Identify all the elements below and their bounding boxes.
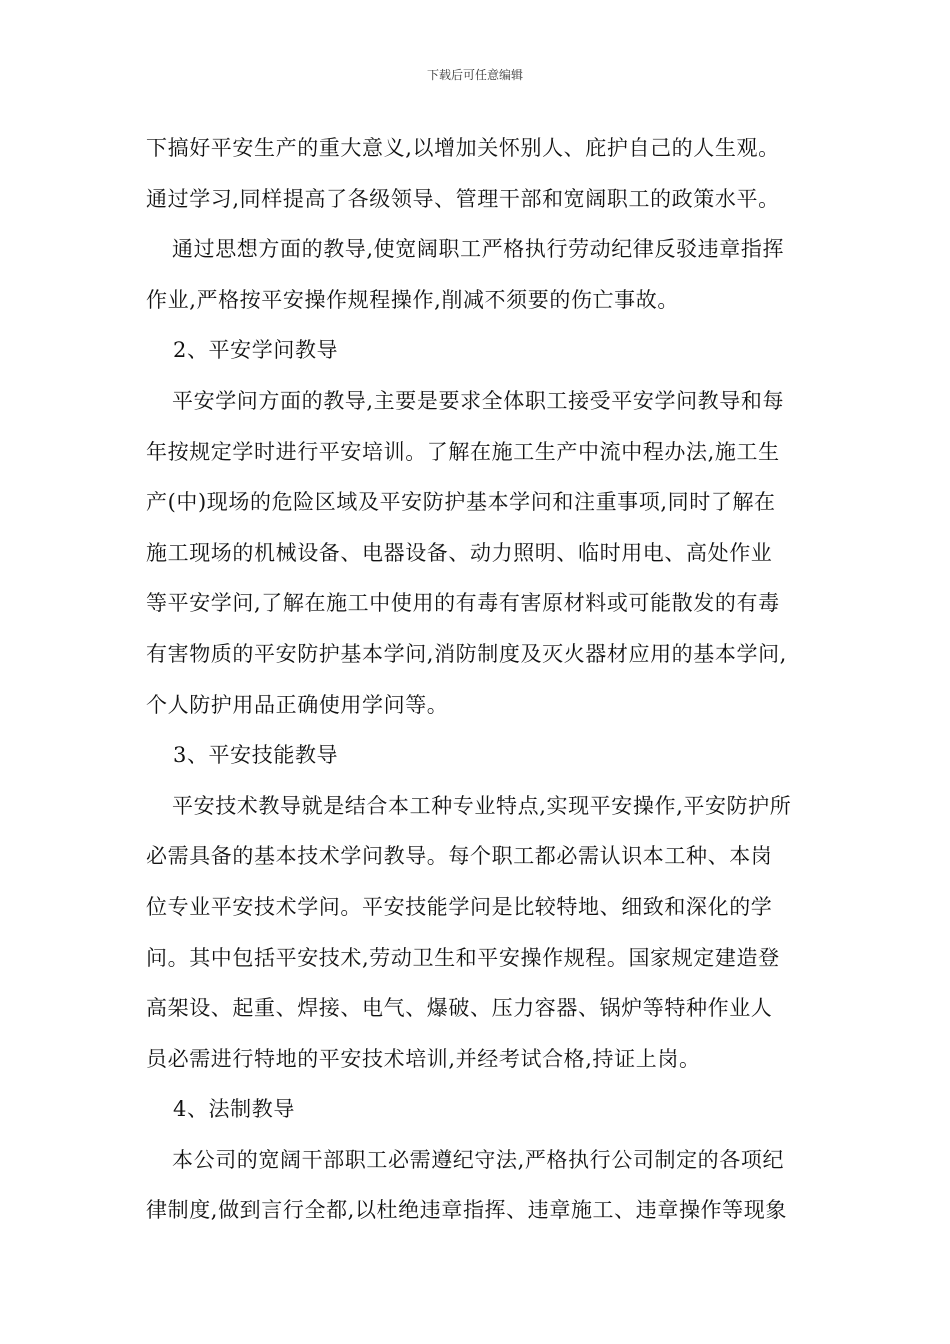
paragraph-line: 平安学问方面的教导,主要是要求全体职工接受平安学问教导和每 <box>172 388 785 413</box>
paragraph-line: 等平安学问,了解在施工中使用的有毒有害原材料或可能散发的有毒 <box>146 591 780 616</box>
paragraph-line: 作业,严格按平安操作规程操作,削减不须要的伤亡事故。 <box>146 287 679 312</box>
paragraph-line: 本公司的宽阔干部职工必需遵纪守法,严格执行公司制定的各项纪 <box>172 1147 785 1172</box>
paragraph-line: 产(中)现场的危险区域及平安防护基本学问和注重事项,同时了解在 <box>146 490 776 515</box>
paragraph-line: 有害物质的平安防护基本学问,消防制度及灭火器材应用的基本学问, <box>146 641 787 666</box>
document-body <box>146 128 806 1241</box>
paragraph-line: 员必需进行特地的平安技术培训,并经考试合格,持证上岗。 <box>146 1046 701 1071</box>
section-heading: 2、平安学问教导 <box>173 338 339 363</box>
section-heading: 3、平安技能教导 <box>173 743 339 768</box>
paragraph-line: 通过思想方面的教导,使宽阔职工严格执行劳动纪律反驳违章指挥 <box>172 237 785 262</box>
paragraph-line: 年按规定学时进行平安培训。了解在施工生产中流中程办法,施工生 <box>146 439 780 464</box>
paragraph-line: 高架设、起重、焊接、电气、爆破、压力容器、锅炉等特种作业人 <box>146 996 773 1021</box>
paragraph-line: 位专业平安技术学问。平安技能学问是比较特地、细致和深化的学 <box>146 894 773 919</box>
paragraph-line: 律制度,做到言行全都,以杜绝违章指挥、违章施工、违章操作等现象 <box>146 1198 787 1223</box>
paragraph-line: 必需具备的基本技术学问教导。每个职工都必需认识本工种、本岗 <box>146 844 773 869</box>
section-heading: 4、法制教导 <box>173 1097 295 1122</box>
paragraph-line: 平安技术教导就是结合本工种专业特点,实现平安操作,平安防护所 <box>172 793 792 818</box>
page-header: 下载后可任意编辑 <box>426 68 523 82</box>
paragraph-line: 个人防护用品正确使用学问等。 <box>146 692 449 717</box>
paragraph-line: 施工现场的机械设备、电器设备、动力照明、临时用电、高处作业 <box>146 540 773 565</box>
paragraph-line: 下搞好平安生产的重大意义,以增加关怀别人、庇护自己的人生观。 <box>146 136 780 160</box>
paragraph-line: 问。其中包括平安技术,劳动卫生和平安操作规程。国家规定建造登 <box>146 945 780 970</box>
paragraph-line: 通过学习,同样提高了各级领导、管理干部和宽阔职工的政策水平。 <box>146 186 780 211</box>
